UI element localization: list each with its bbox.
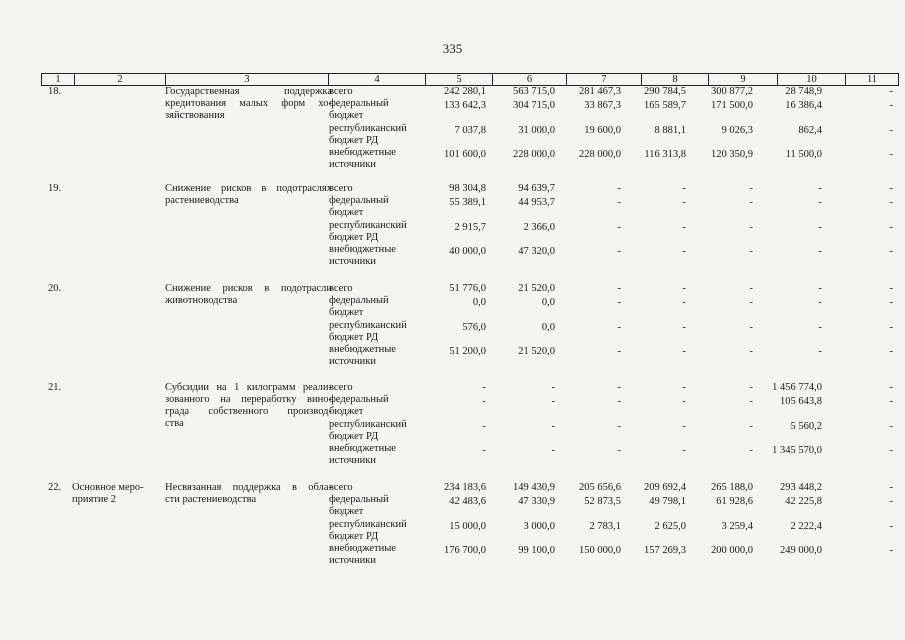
value-cell: 2 915,7 <box>454 222 486 233</box>
value-cell: - <box>889 346 893 357</box>
value-cell: 105 643,8 <box>780 396 822 407</box>
value-cell: - <box>749 421 753 432</box>
value-cell: 249 000,0 <box>780 545 822 556</box>
measure-name-line: града собственного производ- <box>165 406 332 417</box>
value-cell: - <box>682 246 686 257</box>
measure-name-line: Снижение рисков в подотраслях <box>165 183 332 194</box>
value-cell: - <box>682 421 686 432</box>
value-cell: 94 639,7 <box>518 183 555 194</box>
funding-source: федеральный бюджет <box>329 295 389 318</box>
value-cell: 52 873,5 <box>584 496 621 507</box>
value-cell: 44 953,7 <box>518 197 555 208</box>
measure-name-line: зованного на переработку вино- <box>165 394 332 405</box>
value-cell: 99 100,0 <box>518 545 555 556</box>
measure-name-line: Субсидии на 1 килограмм реали- <box>165 382 332 393</box>
value-cell: - <box>617 322 621 333</box>
value-cell: 42 225,8 <box>785 496 822 507</box>
value-cell: - <box>749 346 753 357</box>
event-line: приятие 2 <box>72 494 117 505</box>
col-header-11: 11 <box>846 74 899 86</box>
value-cell: - <box>749 396 753 407</box>
value-cell: 8 881,1 <box>654 125 686 136</box>
value-cell: 42 483,6 <box>449 496 486 507</box>
value-cell: - <box>482 445 486 456</box>
table-row <box>41 283 891 373</box>
value-cell: 33 867,3 <box>584 100 621 111</box>
value-cell: - <box>818 346 822 357</box>
funding-source: федеральный бюджет <box>329 494 389 517</box>
measure-name <box>165 283 332 307</box>
value-cell: - <box>889 100 893 111</box>
value-cell: - <box>889 197 893 208</box>
measure-name-line: Несвязанная поддержка в обла- <box>165 482 332 493</box>
event-cell <box>72 482 156 506</box>
value-cell: 304 715,0 <box>513 100 555 111</box>
value-cell: - <box>617 445 621 456</box>
value-cell: 300 877,2 <box>711 86 753 97</box>
measure-name <box>165 86 332 122</box>
value-cell: - <box>749 283 753 294</box>
value-cell: 149 430,9 <box>513 482 555 493</box>
value-cell: 1 456 774,0 <box>772 382 822 393</box>
value-cell: - <box>749 246 753 257</box>
col-header-3: 3 <box>166 74 329 86</box>
value-cell: - <box>889 125 893 136</box>
value-cell: 2 222,4 <box>790 521 822 532</box>
value-cell: 157 269,3 <box>644 545 686 556</box>
value-cell: 19 600,0 <box>584 125 621 136</box>
funding-source: внебюджетные источники <box>329 147 396 170</box>
col-header-8: 8 <box>642 74 709 86</box>
measure-name-line: растениеводства <box>165 195 239 206</box>
value-cell: 0,0 <box>541 322 555 333</box>
value-cell: - <box>889 246 893 257</box>
value-cell: - <box>617 297 621 308</box>
value-cell: - <box>682 382 686 393</box>
value-cell: - <box>682 297 686 308</box>
value-cell: - <box>749 183 753 194</box>
value-cell: 15 000,0 <box>449 521 486 532</box>
value-cell: - <box>818 246 822 257</box>
value-cell: - <box>818 322 822 333</box>
value-cell: - <box>617 421 621 432</box>
value-cell: 0,0 <box>472 297 486 308</box>
row-number: 20. <box>48 283 62 294</box>
value-cell: - <box>889 496 893 507</box>
value-cell: 28 748,9 <box>785 86 822 97</box>
col-header-2: 2 <box>75 74 166 86</box>
value-cell: 40 000,0 <box>449 246 486 257</box>
funding-source: всего <box>329 86 353 97</box>
value-cell: - <box>889 322 893 333</box>
value-cell: 862,4 <box>798 125 822 136</box>
value-cell: 5 560,2 <box>790 421 822 432</box>
col-header-9: 9 <box>709 74 778 86</box>
value-cell: 51 776,0 <box>449 283 486 294</box>
value-cell: 2 625,0 <box>654 521 686 532</box>
value-cell: 21 520,0 <box>518 346 555 357</box>
value-cell: - <box>749 382 753 393</box>
value-cell: 16 386,4 <box>785 100 822 111</box>
value-cell: - <box>889 382 893 393</box>
value-cell: 176 700,0 <box>444 545 486 556</box>
value-cell: - <box>889 545 893 556</box>
measure-name-line: Снижение рисков в подотрасли <box>165 283 332 294</box>
value-cell: - <box>617 346 621 357</box>
value-cell: - <box>889 297 893 308</box>
value-cell: 234 183,6 <box>444 482 486 493</box>
value-cell: - <box>889 86 893 97</box>
value-cell: - <box>889 149 893 160</box>
value-cell: - <box>617 396 621 407</box>
measure-name-line: зяйствования <box>165 110 225 121</box>
value-cell: - <box>551 382 555 393</box>
value-cell: 293 448,2 <box>780 482 822 493</box>
funding-source: республиканский бюджет РД <box>329 320 407 343</box>
table-row <box>41 86 891 176</box>
col-header-6: 6 <box>493 74 567 86</box>
value-cell: - <box>749 445 753 456</box>
funding-source: федеральный бюджет <box>329 195 389 218</box>
funding-source: республиканский бюджет РД <box>329 123 407 146</box>
col-header-5: 5 <box>426 74 493 86</box>
table-row <box>41 382 891 472</box>
value-cell: - <box>889 421 893 432</box>
measure-name <box>165 482 332 506</box>
value-cell: - <box>889 482 893 493</box>
page-number: 335 <box>442 41 463 56</box>
value-cell: 576,0 <box>462 322 486 333</box>
value-cell: - <box>749 222 753 233</box>
value-cell: - <box>889 183 893 194</box>
funding-source: всего <box>329 283 353 294</box>
value-cell: - <box>749 297 753 308</box>
funding-source: республиканский бюджет РД <box>329 419 407 442</box>
row-number: 22. <box>48 482 62 493</box>
funding-source: внебюджетные источники <box>329 344 396 367</box>
value-cell: 47 320,0 <box>518 246 555 257</box>
value-cell: - <box>482 421 486 432</box>
funding-source: внебюджетные источники <box>329 543 396 566</box>
funding-source: республиканский бюджет РД <box>329 519 407 542</box>
col-header-10: 10 <box>778 74 846 86</box>
value-cell: - <box>682 222 686 233</box>
value-cell: - <box>749 197 753 208</box>
value-cell: - <box>889 222 893 233</box>
value-cell: 3 000,0 <box>523 521 555 532</box>
value-cell: - <box>889 283 893 294</box>
value-cell: 2 366,0 <box>523 222 555 233</box>
value-cell: 133 642,3 <box>444 100 486 111</box>
value-cell: 98 304,8 <box>449 183 486 194</box>
value-cell: - <box>818 297 822 308</box>
funding-source: федеральный бюджет <box>329 394 389 417</box>
value-cell: 228 000,0 <box>513 149 555 160</box>
value-cell: - <box>682 445 686 456</box>
value-cell: 228 000,0 <box>579 149 621 160</box>
measure-name <box>165 183 332 207</box>
value-cell: 290 784,5 <box>644 86 686 97</box>
value-cell: 101 600,0 <box>444 149 486 160</box>
value-cell: - <box>617 283 621 294</box>
measure-name-line: кредитования малых форм хо- <box>165 98 332 109</box>
col-header-4: 4 <box>329 74 426 86</box>
value-cell: 200 000,0 <box>711 545 753 556</box>
value-cell: 31 000,0 <box>518 125 555 136</box>
row-number: 18. <box>48 86 62 97</box>
value-cell: 7 037,8 <box>454 125 486 136</box>
value-cell: 120 350,9 <box>711 149 753 160</box>
col-header-1: 1 <box>42 74 75 86</box>
row-number: 21. <box>48 382 62 393</box>
value-cell: 61 928,6 <box>716 496 753 507</box>
value-cell: - <box>889 396 893 407</box>
value-cell: - <box>818 222 822 233</box>
measure-name-line: сти растениеводства <box>165 494 257 505</box>
value-cell: - <box>682 322 686 333</box>
row-number: 19. <box>48 183 62 194</box>
value-cell: - <box>551 421 555 432</box>
funding-source: внебюджетные источники <box>329 443 396 466</box>
value-cell: - <box>682 396 686 407</box>
value-cell: 51 200,0 <box>449 346 486 357</box>
value-cell: - <box>749 322 753 333</box>
value-cell: 1 345 570,0 <box>772 445 822 456</box>
value-cell: - <box>682 197 686 208</box>
table-row <box>41 183 891 273</box>
funding-source: федеральный бюджет <box>329 98 389 121</box>
value-cell: - <box>682 346 686 357</box>
col-header-7: 7 <box>567 74 642 86</box>
value-cell: - <box>889 521 893 532</box>
value-cell: - <box>551 445 555 456</box>
value-cell: - <box>617 183 621 194</box>
value-cell: 205 656,6 <box>579 482 621 493</box>
funding-source: всего <box>329 382 353 393</box>
value-cell: - <box>617 246 621 257</box>
value-cell: - <box>617 382 621 393</box>
measure-name-line: животноводства <box>165 295 238 306</box>
event-line: Основное меро- <box>72 482 144 493</box>
value-cell: - <box>818 283 822 294</box>
column-number-header <box>41 73 899 86</box>
value-cell: - <box>617 222 621 233</box>
value-cell: 265 188,0 <box>711 482 753 493</box>
value-cell: 0,0 <box>541 297 555 308</box>
value-cell: 9 026,3 <box>721 125 753 136</box>
value-cell: - <box>818 183 822 194</box>
value-cell: 165 589,7 <box>644 100 686 111</box>
measure-name-line: Государственная поддержка <box>165 86 332 97</box>
funding-source: всего <box>329 482 353 493</box>
value-cell: - <box>682 183 686 194</box>
value-cell: 563 715,0 <box>513 86 555 97</box>
measure-name <box>165 382 332 430</box>
value-cell: - <box>617 197 621 208</box>
value-cell: - <box>482 396 486 407</box>
value-cell: 150 000,0 <box>579 545 621 556</box>
value-cell: 171 500,0 <box>711 100 753 111</box>
value-cell: 281 467,3 <box>579 86 621 97</box>
value-cell: 116 313,8 <box>644 149 686 160</box>
measure-name-line: ства <box>165 418 184 429</box>
value-cell: 21 520,0 <box>518 283 555 294</box>
value-cell: 242 280,1 <box>444 86 486 97</box>
value-cell: 3 259,4 <box>721 521 753 532</box>
value-cell: - <box>482 382 486 393</box>
funding-source: внебюджетные источники <box>329 244 396 267</box>
funding-source: всего <box>329 183 353 194</box>
table-row <box>41 482 891 572</box>
value-cell: 11 500,0 <box>785 149 822 160</box>
value-cell: 47 330,9 <box>518 496 555 507</box>
value-cell: 49 798,1 <box>649 496 686 507</box>
value-cell: 2 783,1 <box>589 521 621 532</box>
value-cell: 209 692,4 <box>644 482 686 493</box>
value-cell: 55 389,1 <box>449 197 486 208</box>
value-cell: - <box>818 197 822 208</box>
value-cell: - <box>889 445 893 456</box>
value-cell: - <box>682 283 686 294</box>
value-cell: - <box>551 396 555 407</box>
funding-source: республиканский бюджет РД <box>329 220 407 243</box>
